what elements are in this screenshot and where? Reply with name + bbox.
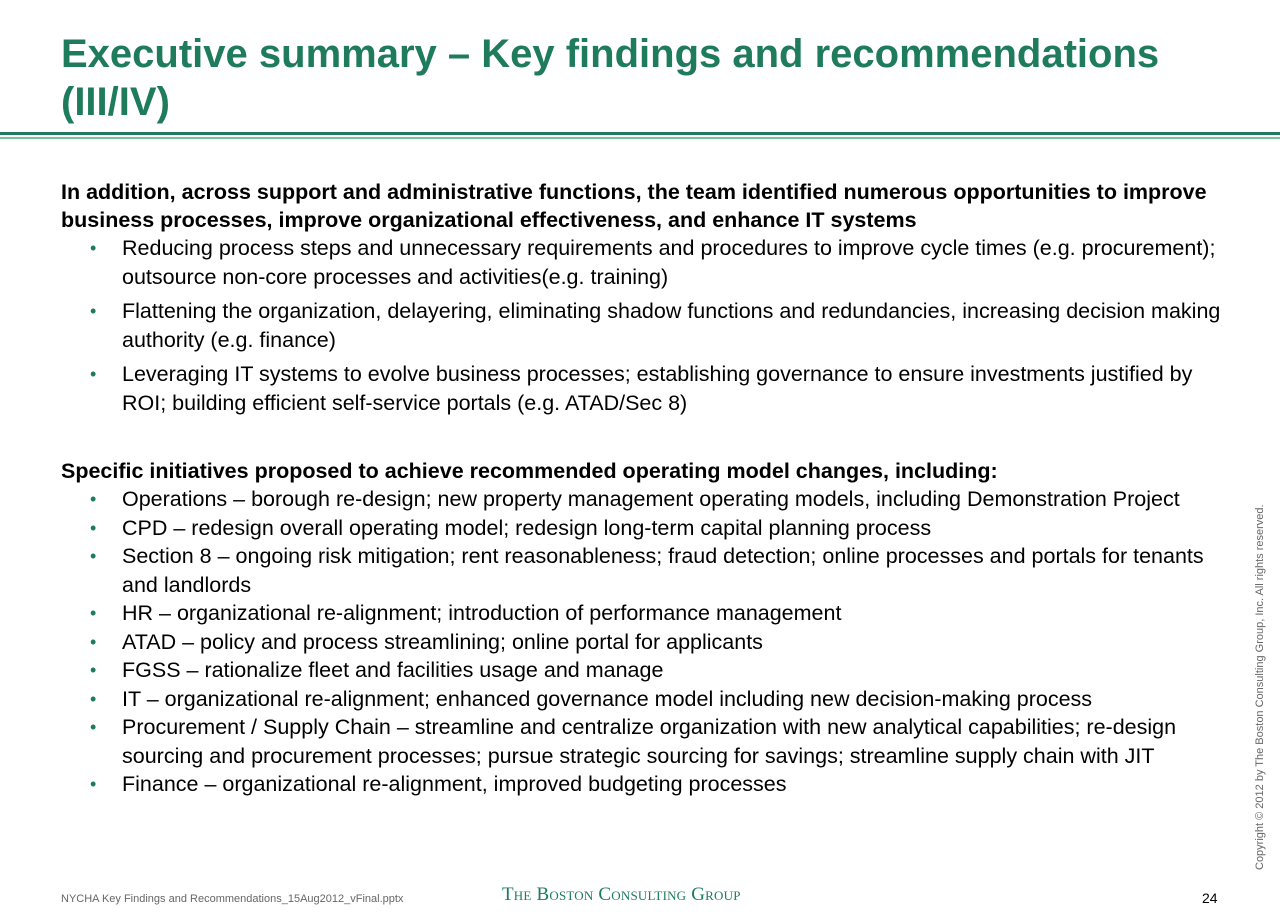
list-item: • Operations – borough re-design; new property management operating models, including Demonstration Project <box>61 485 1221 514</box>
page-number: 24 <box>1202 890 1218 906</box>
bullet-icon: • <box>90 238 97 258</box>
bullet-icon: • <box>90 603 97 623</box>
bullet-icon: • <box>90 517 97 538</box>
list-item: • CPD – redesign overall operating model; redesign long-term capital planning process <box>61 514 1221 543</box>
bullet-icon: • <box>90 688 97 709</box>
copyright-notice: Copyright © 2012 by The Boston Consulting Group, Inc. All rights reserved. <box>1254 504 1266 870</box>
list-item: • Finance – organizational re-alignment, improved budgeting processes <box>61 770 1221 799</box>
bcg-logo: The Boston Consulting Group <box>502 884 741 905</box>
initiatives-section <box>61 457 1221 799</box>
bullet-icon: • <box>90 717 97 737</box>
bullet-icon: • <box>90 774 97 794</box>
bullet-icon: • <box>90 631 97 652</box>
title-divider-accent <box>0 137 1280 139</box>
bullet-icon: • <box>90 301 97 321</box>
bullet-icon: • <box>90 364 97 384</box>
list-item: • Reducing process steps and unnecessary requirements and procedures to improve cycle times (e.g. procurement); outsource non-core processes and activities(e.g. training) <box>90 236 1216 289</box>
title-divider <box>0 132 1280 135</box>
list-item: • Section 8 – ongoing risk mitigation; rent reasonableness; fraud detection; online processes and portals for tenants and landlords <box>90 544 1204 597</box>
initiatives-heading: Specific initiatives proposed to achieve recommended operating model changes, including: <box>61 459 998 483</box>
bullet-icon: • <box>90 660 97 680</box>
list-item: • Flattening the organization, delayering, eliminating shadow functions and redundancies, increasing decision making authority (e.g. finance) <box>90 299 1221 352</box>
list-item: • FGSS – rationalize fleet and facilities usage and manage <box>61 656 1221 685</box>
bullet-icon: • <box>90 546 97 566</box>
findings-list <box>61 234 1221 417</box>
list-item: • IT – organizational re-alignment; enhanced governance model including new decision-making process <box>61 685 1221 714</box>
list-item: • Leveraging IT systems to evolve business processes; establishing governance to ensure investments justified by ROI; building efficient self-service portals (e.g. ATAD/Sec 8) <box>90 362 1193 415</box>
slide-title: Executive summary – Key findings and recommendations (III/IV) <box>61 32 1160 124</box>
initiatives-list <box>61 485 1221 799</box>
findings-section <box>61 178 1221 423</box>
list-item: • ATAD – policy and process streamlining; online portal for applicants <box>61 628 1221 657</box>
list-item: • Procurement / Supply Chain – streamline and centralize organization with new analytical capabilities; re-design sourcing and procurement processes; pursue strategic sourcing for savings; streamline supply chain with JIT <box>90 715 1177 768</box>
findings-heading: In addition, across support and administrative functions, the team identified numerous opportunities to improve business processes, improve organizational effectiveness, and enhance IT systems <box>61 180 1207 232</box>
footer-filename: NYCHA Key Findings and Recommendations_15Aug2012_vFinal.pptx <box>61 893 404 905</box>
list-item: • HR – organizational re-alignment; introduction of performance management <box>61 599 1221 628</box>
bullet-icon: • <box>90 489 97 509</box>
